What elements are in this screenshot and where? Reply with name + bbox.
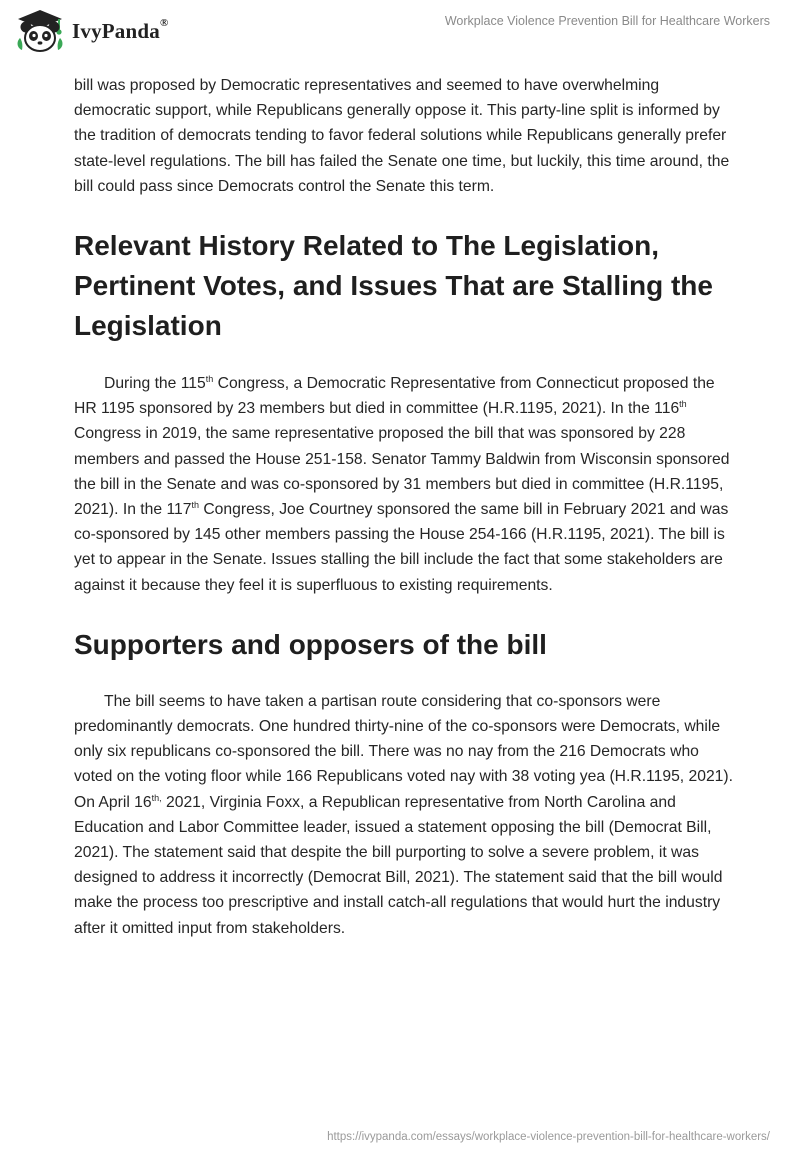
history-heading: Relevant History Related to The Legislation, Pertinent Votes, and Issues That are Stalling the Legislation (74, 230, 713, 342)
article-body (74, 73, 734, 941)
supporters-heading: Supporters and opposers of the bill (74, 628, 547, 660)
source-url-link[interactable]: https://ivypanda.com/essays/workplace-violence-prevention-bill-for-healthcare-workers/ (327, 1131, 770, 1143)
ordinal-suffix: th (191, 499, 199, 510)
history-text-1: During the 115 (104, 375, 206, 393)
brand-registered-mark: ® (159, 16, 169, 29)
document-title: Workplace Violence Prevention Bill for Healthcare Workers (444, 14, 770, 28)
history-text-2: Congress, a Democratic Representative from Connecticut proposed the HR 1195 sponsored by 23 members but died in committee (H.R.1195, 2021). In the 116 (74, 375, 715, 418)
brand-name (72, 16, 169, 44)
history-text-3: Congress in 2019, the same representative proposed the bill that was sponsored by 228 members and passed the House 251-158. Senator Tammy Baldwin from Wisconsin sponsored the bill in the Senate and was co-sponsored by 31 members but died in committee (H.R.1195, 2021). In the 117 (74, 425, 730, 519)
supporters-paragraph (74, 689, 734, 941)
history-text-4: Congress, Joe Courtney sponsored the same bill in February 2021 and was co-sponsored by 145 other members passing the House 254-166 (H.R.1195, 2021). The bill is yet to appear in the Senate. Issues stalling the bill include the fact that some stakeholders are against it because they feel it is superfluous to existing requirements. (74, 501, 729, 594)
supporters-text-1: The bill seems to have taken a partisan route considering that co-sponsors were predominantly democrats. One hundred thirty-nine of the co-sponsors were Democrats, while only six republicans co-sponsored the bill. There was no nay from the 216 Democrats who voted on the voting floor while 166 Republicans voted nay with 38 voting yea (H.R.1195, 2021). On April 16 (74, 692, 733, 811)
ordinal-suffix: th (205, 373, 214, 384)
ordinal-suffix: th, (151, 792, 162, 803)
ordinal-suffix: th (679, 398, 687, 409)
panda-graduation-cap-logo-icon (14, 8, 66, 54)
page-header (0, 0, 800, 70)
ivypanda-logo[interactable] (14, 8, 168, 54)
intro-paragraph: bill was proposed by Democratic representatives and seemed to have overwhelming democratic support, while Republicans generally oppose it. This party-line split is informed by the tradition of democrats tending to favor federal solutions while Republicans generally prefer state-level regulations. The bill has failed the Senate one time, but luckily, this time around, the bill could pass since Democrats control the Senate this term. (74, 77, 730, 195)
brand-text: IvyPanda (72, 18, 160, 43)
supporters-text-2: 2021, Virginia Foxx, a Republican representative from North Carolina and Education and Labor Committee leader, issued a statement opposing the bill (Democrat Bill, 2021). The statement said that despite the bill purporting to solve a severe problem, it was designed to address it incorrectly (Democrat Bill, 2021). The statement said that the bill would make the process too prescriptive and install catch-all regulations that would hurt the industry after it omitted input from stakeholders. (74, 793, 723, 937)
history-paragraph (74, 371, 734, 598)
